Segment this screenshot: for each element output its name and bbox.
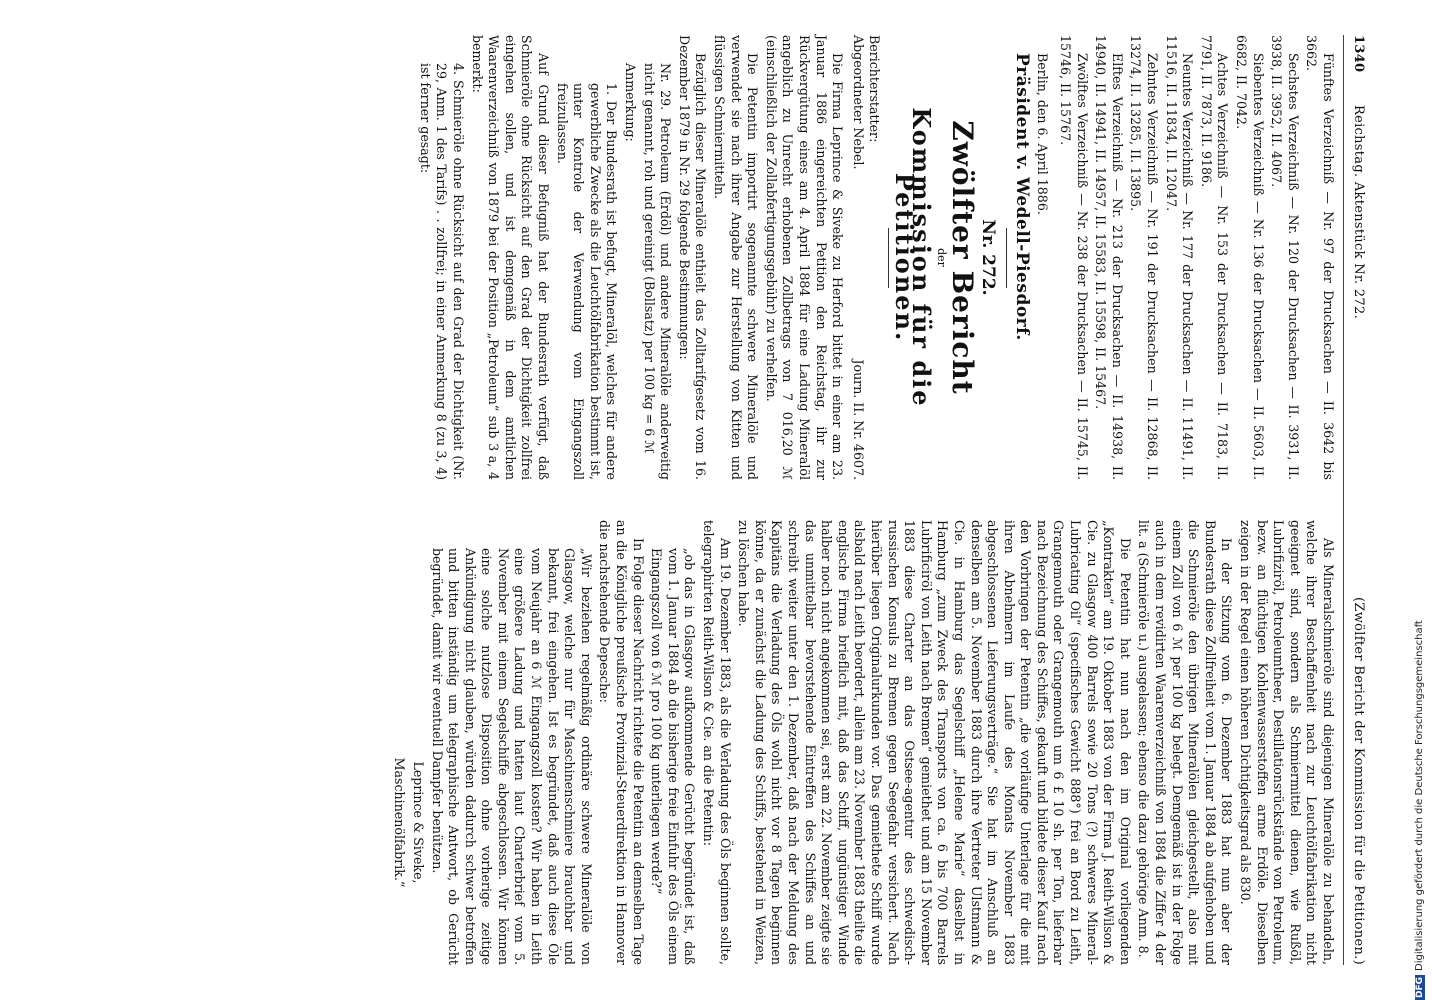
paragraph: In Folge dieser Nachricht richtete die Petentin an demselben Tage an die Königliche preußische Provinzial-Steuerdirektion in Hannover die nachstehende Depesche:	[597, 520, 646, 965]
list-item: Achtes Verzeichniß — Nr. 153 der Drucksachen — II. 7183, II. 7791, II. 7873, II. 9186.	[1198, 35, 1231, 480]
paragraph: Die Firma Leprince & Siveke zu Herford bittet in einer am 23. Januar 1886 eingereichten Petition den Reichstag, ihr zur Rückvergütung eines am 4. April 1884 für eine Ladung Mineralöl angeblich zu Unrecht erhobenen Zollbetrags von 7 016,20 ℳ (einschließlich der Zollabfertigungsgebühr) zu verhelfen.	[763, 35, 846, 480]
paragraph: Am 19. Dezember 1883, als die Verladung des Öls beginnen sollte, telegraphirten Reith-Wilson & Cie. an die Petentin:	[701, 520, 733, 965]
credit-text: Digitalisierung gefördert durch die Deutsche Forschungsgemeinschaft	[1414, 620, 1425, 971]
list-item: Zwölftes Verzeichniß — Nr. 238 der Drucksachen — II. 15745, II. 15746, II. 15767.	[1058, 35, 1090, 480]
list-item: Sechstes Verzeichniß — Nr. 120 der Drucksachen — II. 3931, II. 3938, II. 3952, II. 4067.	[1269, 35, 1301, 480]
digitization-credit	[1414, 600, 1430, 1000]
page-number: 1340	[1351, 35, 1366, 73]
sender-name: Leprince & Siveke,	[410, 761, 426, 884]
paragraph: Auf Grund dieser Befugniß hat der Bundesrath verfügt, daß Schmieröle ohne Rücksicht auf den Grad der Dichtigkeit zollfrei eingehen sollen, und ist demgemäß in dem amtlichen Waarenverzeichniß von 1879 bei der Position „Petroleum“ sub 3 a, 4 bemerkt:	[469, 35, 552, 480]
annotation-text: 1. Der Bundesrath ist befugt, Mineralöl, welches für andere gewerbliche Zwecke als die Leuchtölfabrikation bestimmt ist, unter Kontrole der Verwendung vom Eingangszoll freizulassen.	[554, 83, 620, 480]
paragraph: Bezüglich dieser Mineralöle enthielt das Zolltarifgesetz vom 16. Dezember 1879 in Nr. 29 folgende Bestimmungen:	[676, 35, 709, 480]
divider	[1006, 228, 1007, 288]
reporter-block	[849, 35, 882, 480]
report-title-der: der	[935, 248, 949, 267]
rotated-page-content	[30, 35, 1370, 965]
list-item: Elftes Verzeichniß — Nr. 213 der Drucksachen — II. 14938, II. 14940, II. 14941, II. 14957, II. 15583, II. 15598, II. 15467.	[1093, 35, 1125, 480]
list-item: Fünftes Verzeichniß — Nr. 97 der Drucksachen — II. 3642 bis 3662.	[1304, 35, 1336, 480]
president-signature: Präsident v. Wedell-Piesdorf.	[1011, 53, 1032, 341]
annotation-label: Anmerkung:	[623, 63, 639, 142]
commission-title: Kommission für die Petitionen.	[889, 107, 936, 408]
paragraph: Die Petentin hat nun nach den im Original vorliegenden „Kontrakten“ am 19. Oktober 1883 von der Firma J. Reith-Wilson & Cie. zu Glasgow 400 Barrels sowie 20 Tons (?) schweres Mineral-Lubricating Oil“ (specifisches Gewicht 888°) frei an Bord zu Leith, Grangemouth oder Grangemouth um 6 £ 10 sh. per Ton, lieferbar nach Bezeichnung des Schiffes, gekauft und bildete dieser Kauf nach den Vorbringen der Petentin „die vorläufige Unterlage für die mit ihren Abnehmern im Laufe des Monats November 1883 abgeschlossenen Lieferungsverträge.“ Sie hat im Anschluß an denselben am 5. November 1883 durch ihre Vertreter Ulstmann & Cie. in Hamburg das Segelschiff „Helene Marie“ daselbst in Hamburg „zum Zweck des Transports von ca. 6 bis 700 Barrels Lubrificiröl von Leith nach Bremen“ gemiethet und am 15 November 1883 diese Charter an das Ostsee-agentur des schwedisch-russischen Konsuls zu Bremen gegen Seegefahr versichert. Nach hierüber liegen Originalurkunden vor. Das gemiethete Schiff wurde alsbald nach Leith beordert, allein am 23. November 1883 theilte die englische Firma brieflich mit, daß das Schiff, ungünstiger Winde halber noch nicht angekommen sei, erst am 22. November zeigte sie das unmittelbar bevorstehende Eintreffen des Schiffes an und schreibt weiter unter den 1. Dezember, daß nach der Meldung des Kapitäns die Verladung des Öls wohl nicht vor 8 Tagen beginnen könne, da er zunächst die Ladung des Schiffs, bestehend in Weizen, zu löschen habe.	[736, 520, 1133, 965]
reporter-label: Berichterstatter:	[867, 35, 883, 143]
journal-reference: Journ. II. Nr. 4607.	[850, 359, 866, 480]
left-column	[414, 35, 1336, 480]
right-column	[389, 520, 1336, 965]
page-header	[1343, 35, 1370, 965]
list-item: Zehntes Verzeichniß — Nr. 191 der Drucksachen — II. 12868, II. 13274, II. 13285, II. 13895.	[1128, 35, 1161, 480]
quoted-telegram: „Wir beziehen regelmäßig ordinäre schwere Mineralöle von Glasgow, welche nur für Maschinenschmiere brauchbar und bekannt, frei eingehen. Ist es begründet, daß auch diese Öle vom Neujahr an 6 ℳ Eingangszoll kosten? Wir haben in Leith eine größere Ladung und hatten laut Charterbrief vom 5. November mit einem Segelschiffe abgeschlossen. Wir können eine solche nutzlose Disposition ohne vorherige zeitige Ankündigung nicht glauben, würden dadurch schwer betroffen und bitten inständig um telegraphische Antwort, ob Gerücht begründet, damit wir eventuell Dampfer benützen.	[429, 548, 594, 965]
quoted-telegram: „ob das in Glasgow aufkommende Gerücht begründet ist, daß vom 1. Januar 1884 ab die bisherige freie Einfuhr des Öls einem Eingangszoll von 6 ℳ pro 100 kg unterliegen werde?“	[649, 548, 698, 965]
report-title: Zwölfter Bericht	[945, 120, 979, 395]
tariff-entry: 4. Schmieröle ohne Rücksicht auf den Grad der Dichtigkeit (Nr. 29, Anm. 1 des Tarifs) . . zollfrei; in einer Anmerkung 8 (zu 3, 4) ist ferner gesagt:	[417, 63, 467, 480]
reporter-name: Abgeordneter Nebel.	[850, 35, 866, 170]
tariff-entry: Nr. 29. Petroleum (Erdöl) und andere Mineralöle anderweitig nicht genannt, roh und gereinigt (Bollsatz) per 100 kg = 6 ℳ	[641, 63, 674, 480]
sender-company: Maschinenölfabrik.“	[392, 757, 408, 888]
header-document-ref: Reichstag. Aktenstück Nr. 272.	[1351, 105, 1366, 320]
header-report-title: (Zwölfter Bericht der Kommission für die Petitionen.)	[1351, 597, 1366, 965]
dfg-logo-icon: DFG	[1415, 976, 1425, 998]
document-number: Nr. 272.	[978, 219, 999, 296]
list-item: Neuntes Verzeichniß — Nr. 177 der Drucksachen — II. 11491, II. 11516, II. 11834, II. 12047.	[1163, 35, 1196, 480]
list-item: Siebentes Verzeichniß — Nr. 136 der Drucksachen — II. 5603, II. 6682, II. 7042.	[1234, 35, 1266, 480]
paragraph: Die Petentin importirt sogenannte schwere Mineralöle und verwendet sie nach ihrer Angabe zur Herstellung von Kitten und flüssigen Schmiermitteln.	[712, 35, 761, 480]
paragraph: Als Mineralschmieröle sind diejenigen Mineralöle zu behandeln, welche ihrer Beschaffenheit nach zur Leuchtölfabrikation nicht geeignet sind, sondern als Schmiermittel dienen, wie Rußöl, Lubrifiziröl, Petroleumtheer, Destillationsrückstände von Petroleum, bezw. an flüchtigen Kohlenwasserstoffen arme Erdöle. Dieselben zeigen in der Regel einen höheren Dichtigkeitsgrad als 830.	[1238, 520, 1336, 965]
date-line: Berlin, den 6. April 1886.	[1035, 53, 1051, 215]
paragraph: In der Sitzung vom 6. Dezember 1883 hat nun aber der Bundesrath diese Zollfreiheit vom 1. Januar 1884 ab aufgehoben und die Schmieröle den übrigen Mineralölen gleichgestellt, also mit einem Zoll von 6 ℳ per 100 kg belegt. Demgemäß ist in der Folge auch in dem revidirten Waarenverzeichniß von 1884 die Ziffer 4 der lit. a (Schmieröle u.) ausgelassen; ebenso die dazu gehörige Anm. 8.	[1136, 520, 1235, 965]
